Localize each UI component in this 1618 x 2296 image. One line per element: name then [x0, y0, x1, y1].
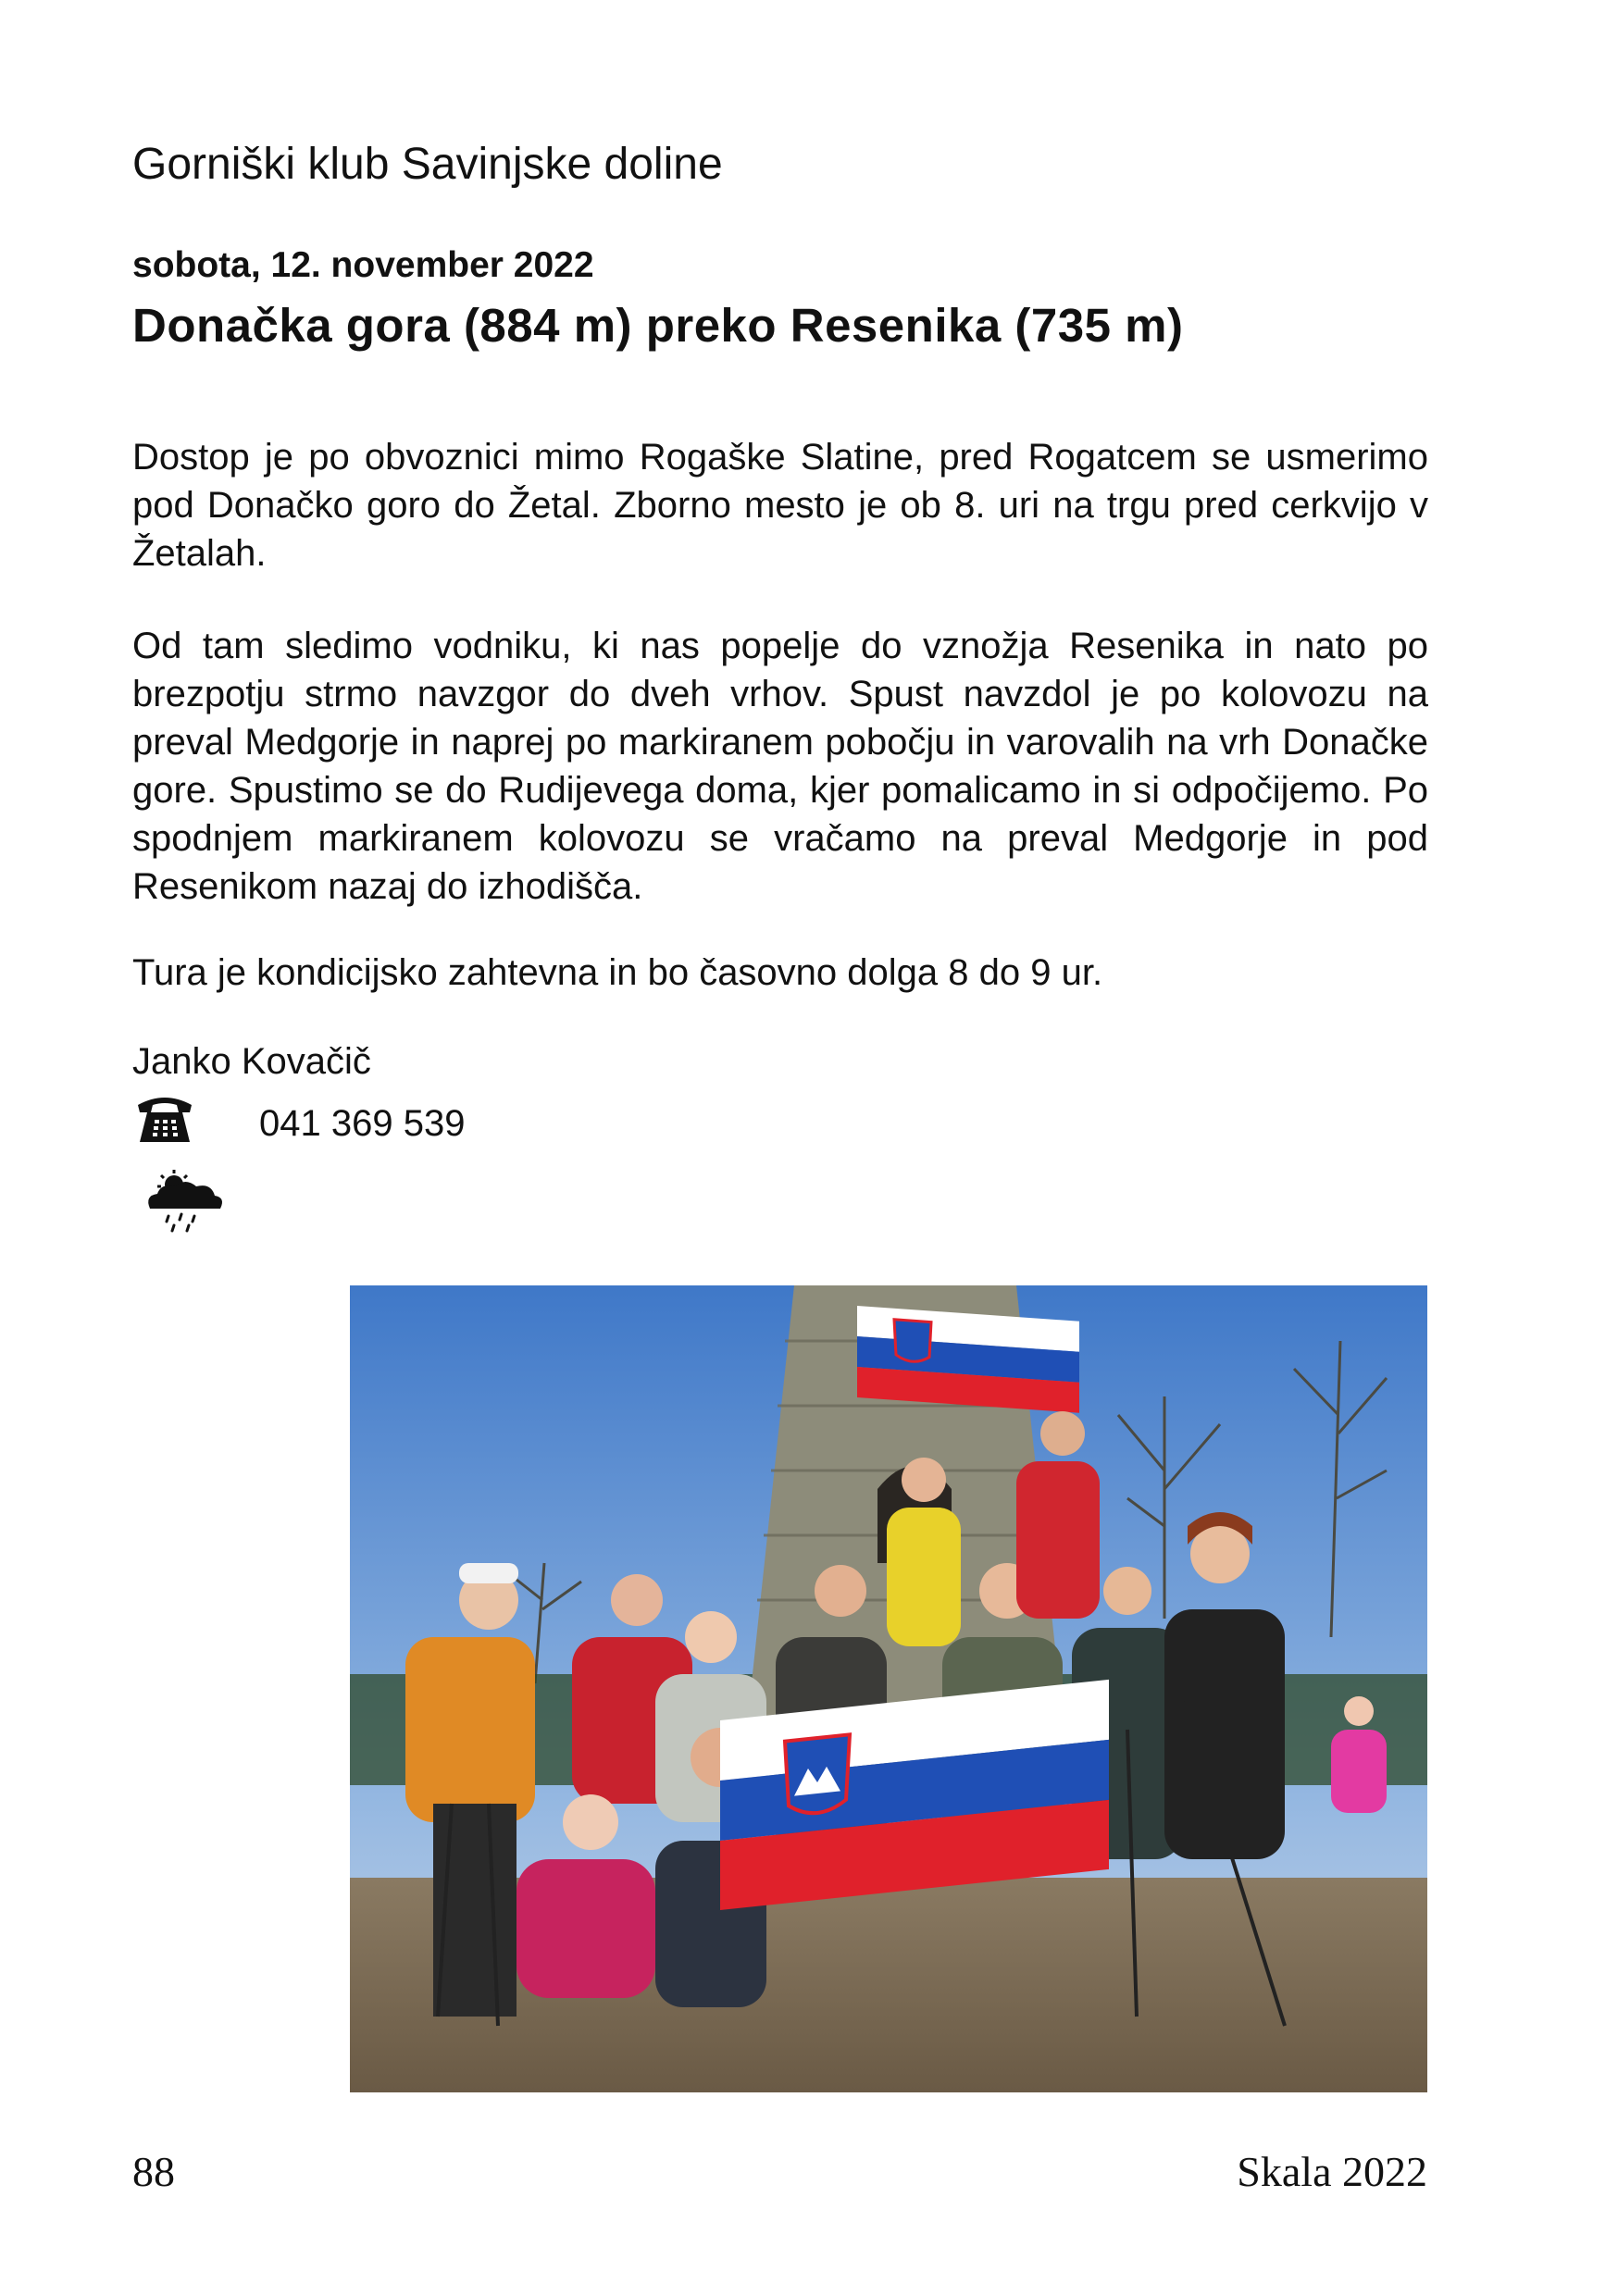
guide-name: Janko Kovačič: [132, 1041, 371, 1082]
route-paragraph: Od tam sledimo vodniku, ki nas popelje do vznožja Resenika in nato po brezpotju strmo navzgor do dveh vrhov. Spust navzdol je po kolovozu na preval Medgorje in naprej po markiranem pobočju in varovalih na vrh Donačke gore. Spustimo se do Rudijevega doma, kjer pomalicamo in si odpočijemo. Po spodnjem markiranem kolovozu se vračamo na preval Medgorje in pod Resenikom nazaj do izhodišča.: [132, 626, 1428, 907]
event-date: sobota, 12. november 2022: [132, 245, 594, 285]
club-name: Gorniški klub Savinjske doline: [132, 140, 723, 189]
event-title: Donačka gora (884 m) preko Resenika (735 m): [132, 299, 1184, 352]
telephone-icon: [134, 1092, 195, 1146]
phone-number: 041 369 539: [259, 1103, 466, 1144]
page-number: 88: [132, 2148, 175, 2195]
group-photo: [350, 1285, 1427, 2092]
cloud-sun-rain-icon: [141, 1168, 226, 1235]
access-paragraph: Dostop je po obvoznici mimo Rogaške Slatine, pred Rogatcem se usmerimo pod Donačko goro do Žetal. Zborno mesto je ob 8. uri na trgu pred cerkvijo v Žetalah.: [132, 437, 1428, 574]
publication-name: Skala 2022: [1237, 2148, 1427, 2195]
difficulty-paragraph: Tura je kondicijsko zahtevna in bo časovno dolga 8 do 9 ur.: [132, 952, 1103, 993]
